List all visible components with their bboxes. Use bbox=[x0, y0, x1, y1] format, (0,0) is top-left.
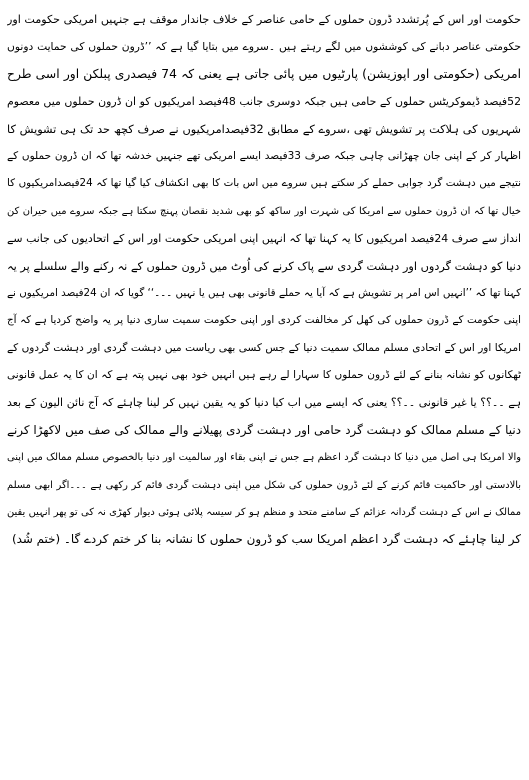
article-line-10: دنیا کو دہشت گردوں اور دہشت گردی سے پاک کرنے کی اُوٹ میں ڈرون حملوں کے نہ رکنے والے سلسلے پر یہ bbox=[7, 259, 521, 273]
article-line-4: 52فیصد ڈیموکریٹس حملوں کے حامی ہیں جبکہ دوسری جانب 48فیصد امریکیوں کو ان ڈرون حملوں میں معصوم bbox=[7, 95, 521, 109]
article-line-20: کر لینا چاہئے کہ دہشت گرد اعظم امریکا سب کو ڈرون حملوں کا نشانہ بنا کر ختم کردے گا۔ (ختم شُد) bbox=[12, 532, 521, 547]
article-line-5: شہریوں کی ہلاکت پر تشویش تھی ،سروے کے مطابق 32فیصدامریکیوں نے صرف کچھ حد تک ہی تشویش کا bbox=[7, 122, 521, 136]
article-line-3: امریکی (حکومتی اور اپوزیشن) پارٹیوں میں پائی جاتی ہے یعنی کہ 74 فیصدری پبلکن اور اسی طرح bbox=[7, 66, 521, 81]
article-line-18: بالادستی اور حاکمیت قائم کرنے کے لئے ڈرون حملوں کی شکل میں اپنی دہشت گردی قائم کر رکھی ہے ۔۔۔اگر ابھی مسلم bbox=[7, 479, 521, 491]
article-line-9: انداز سے صرف 24فیصد امریکیوں کا یہ کہنا تھا کہ انہیں اپنی امریکی حکومت اور اس کے اتحادیوں کی جانب سے bbox=[7, 232, 521, 246]
article-line-15: ہے ۔۔؟؟ یا غیر قانونی ۔۔؟؟ یعنی کہ ایسے میں اب کیا دنیا کو یہ یقین نہیں کر لینا چاہئے کہ آج نائن الیون کے بعد bbox=[7, 396, 521, 410]
article-line-7: نتیجے میں دہشت گرد جوابی حملے کر سکتے ہیں سروے میں اس بات کا بھی انکشاف کیا گیا تھا کہ 24فیصدامریکیوں کا bbox=[7, 177, 521, 190]
article-line-1: حکومت اور اس کے پُرتشدد ڈرون حملوں کے حامی عناصر کے خلاف جاندار موقف ہے جنہیں امریکی حکومت اور bbox=[7, 13, 521, 26]
article-line-19: ممالک نے اس کے دہشت گردانہ عزائم کے سامنے متحد و منظم ہو کر سیسہ پلائی ہوئی دیوار کھڑی نہ کی تو پھر انہیں یقین bbox=[7, 507, 521, 519]
article-line-12: اپنی حکومت کے ڈرون حملوں کی کھل کر مخالفت کردی اور اپنی حکومت سمیت ساری دنیا پر یہ واضح کردیا ہے کہ آج bbox=[7, 314, 521, 327]
article-line-8: خیال تھا کہ ان ڈرون حملوں سے امریکا کی شہرت اور ساکھ کو بھی شدید نقصان پہنچ سکتا ہے جبکہ سروے میں حیران کن bbox=[7, 205, 521, 217]
article-body bbox=[7, 6, 521, 554]
article-line-14: ٹھکانوں کو نشانہ بنانے کے لئے ڈرون حملوں کا سہارا لے رہے ہیں انہیں خود بھی نہیں پتہ ہے کہ ان کا یہ عمل قانونی bbox=[7, 369, 521, 382]
article-line-6: اظہار کر کے اپنی جان چھڑانی چاہی جبکہ صرف 33فیصد ایسے امریکی تھے جنہیں خدشہ تھا کہ ان ڈرون حملوں کے bbox=[7, 149, 521, 162]
article-line-16: دنیا کے مسلم ممالک کو دہشت گرد حامی اور دہشت گردی پھیلانے والے ممالک کی صف میں لاکھڑا کرنے bbox=[7, 422, 521, 437]
article-line-13: امریکا اور اس کے اتحادی مسلم ممالک سمیت دنیا کے جس کسی بھی ریاست میں دہشت گردی اور دہشت گردوں کے bbox=[7, 341, 521, 354]
article-line-11: کہنا تھا کہ ’’انہیں اس امر پر تشویش ہے کہ آیا یہ حملے قانونی بھی ہیں یا نہیں ۔۔۔‘‘ گویا کہ ان 24فیصد امریکیوں نے bbox=[7, 286, 521, 299]
article-line-2: حکومتی عناصر دبانے کی کوششوں میں لگے رہتے ہیں ۔سروے میں بتایا گیا ہے کہ ’’ڈرون حملوں کی حمایت دونوں bbox=[7, 40, 521, 54]
article-line-17: والا امریکا ہی اصل میں دنیا کا دہشت گرد اعظم ہے جس نے اپنی بقاء اور سالمیت اور دنیا بالخصوص مسلم ممالک میں اپنی bbox=[7, 452, 521, 464]
